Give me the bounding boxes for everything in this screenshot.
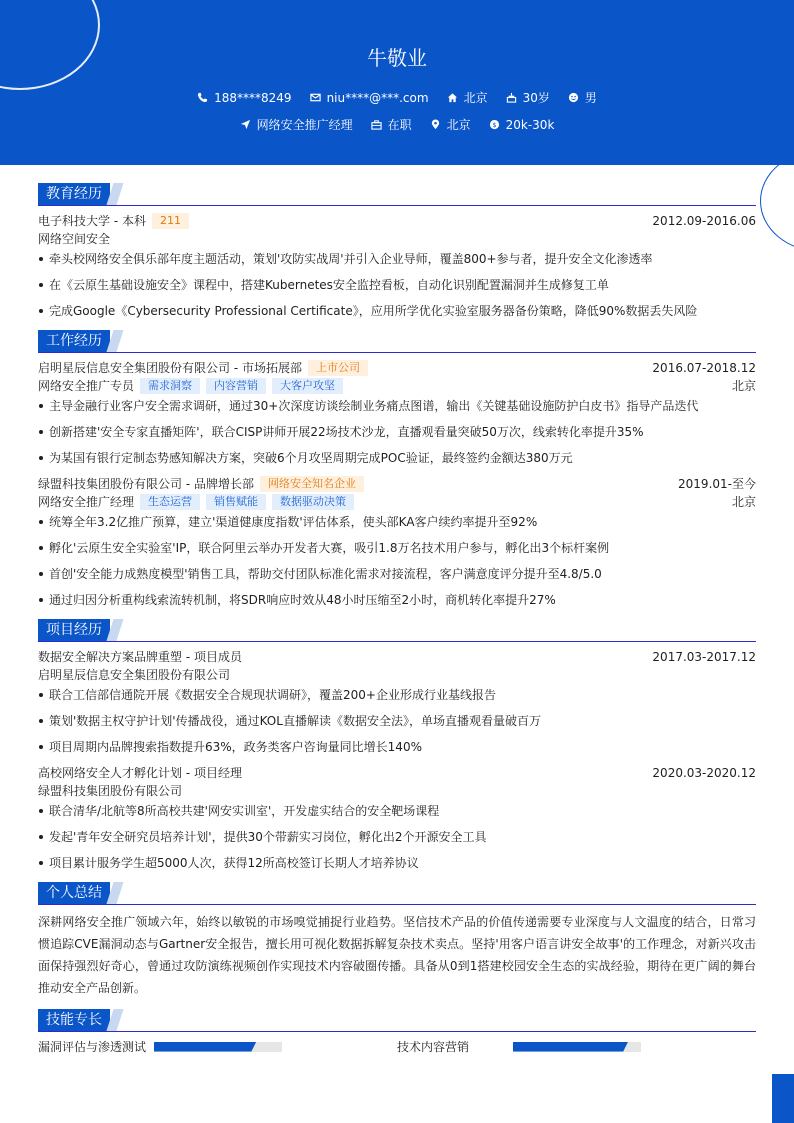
city-item xyxy=(447,89,488,106)
age-item xyxy=(506,89,550,106)
summary-text: 深耕网络安全推广领域六年，始终以敏锐的市场嗅觉捕捉行业趋势。坚信技术产品的价值传递需要专业深度与人文温度的结合，日常习惯追踪CVE漏洞动态与Gartner安全报告，擅长用可视化数据拆解复杂技术卖点。坚持'用客户语言讲安全故事'的工作理念，对新兴攻击面保持强烈好奇心，曾通过攻防演练视频创作实现技术内容破圈传播。具备从0到1搭建校园安全生态的实战经验，期待在更广阔的舞台推动安全产品创新。 xyxy=(38,915,756,995)
gender-text: 男 xyxy=(584,91,597,105)
project-name: 高校网络安全人才孵化计划 - 项目经理 xyxy=(38,766,242,780)
skill-bar-fill xyxy=(154,1042,256,1052)
section-header xyxy=(38,183,756,206)
skill-tag: 销售赋能 xyxy=(206,494,266,510)
email-text: niu****@***.com xyxy=(326,90,429,105)
list-item: 项目累计服务学生超5000人次，获得12所高校签订长期人才培养协议 xyxy=(38,854,756,872)
list-item: 联合清华/北航等8所高校共建'网安实训室'，开发虚实结合的安全靶场课程 xyxy=(38,802,756,820)
education-period: 2012.09-2016.06 xyxy=(652,214,756,228)
status-item xyxy=(371,116,412,133)
skill-bar-fill xyxy=(513,1042,628,1052)
section-header xyxy=(38,330,756,353)
job-role: 网络安全推广专员 xyxy=(38,379,135,393)
project-head xyxy=(38,764,756,782)
job-intent-row xyxy=(0,116,794,133)
candidate-name: 牛敬业 xyxy=(367,46,427,70)
job-bullets xyxy=(38,513,756,609)
job-bullets xyxy=(38,397,756,467)
skill-tag: 大客户攻坚 xyxy=(272,378,343,394)
list-item: 完成Google《Cybersecurity Professional Certificate》，应用所学优化实验室服务器备份策略，降低90%数据丢失风险 xyxy=(38,302,756,320)
project-name: 数据安全解决方案品牌重塑 - 项目成员 xyxy=(38,650,242,664)
status-text: 在职 xyxy=(387,118,412,132)
skills-list xyxy=(38,1038,756,1055)
resume-header xyxy=(0,0,794,165)
decorative-arc xyxy=(760,150,794,252)
job-head xyxy=(38,359,756,377)
section-header xyxy=(38,619,756,642)
salary-item xyxy=(489,116,555,133)
list-item: 首创'安全能力成熟度模型'销售工具，帮助交付团队标准化需求对接流程，客户满意度评分提升至4.8/5.0 xyxy=(38,565,756,583)
cake-icon xyxy=(506,92,517,103)
project-entry xyxy=(38,764,756,872)
job-city: 北京 xyxy=(731,379,756,393)
decorative-corner-block xyxy=(772,1074,794,1123)
job-entry xyxy=(38,475,756,609)
skill-tag: 生态运营 xyxy=(140,494,200,510)
project-org: 绿盟科技集团股份有限公司 xyxy=(38,784,183,798)
city-text: 北京 xyxy=(463,91,488,105)
major: 网络空间安全 xyxy=(38,232,111,246)
skill-tag: 内容营销 xyxy=(206,378,266,394)
svg-text:$: $ xyxy=(492,120,497,129)
section-title: 项目经历 xyxy=(38,619,110,641)
project-bullets xyxy=(38,686,756,756)
section-title: 技能专长 xyxy=(38,1009,110,1031)
skill-bar xyxy=(154,1042,282,1052)
skill-item xyxy=(38,1038,397,1055)
position-text: 网络安全推广经理 xyxy=(256,118,353,132)
section-header xyxy=(38,1009,756,1032)
list-item: 在《云原生基础设施安全》课程中，搭建Kubernetes安全监控看板，自动化识别配置漏洞并生成修复工单 xyxy=(38,276,756,294)
project-org-line xyxy=(38,782,756,800)
job-role-line xyxy=(38,377,756,395)
project-org-line xyxy=(38,666,756,684)
company-tag: 上市公司 xyxy=(308,360,368,376)
gender-item xyxy=(568,89,597,106)
mail-icon xyxy=(310,92,321,103)
job-role-line xyxy=(38,493,756,511)
company-tag: 网络安全知名企业 xyxy=(260,476,364,492)
email-item xyxy=(310,89,429,106)
location-icon xyxy=(430,119,441,130)
section-header xyxy=(38,882,756,905)
list-item: 为某国有银行定制态势感知解决方案，突破6个月攻坚周期完成POC验证，最终签约金额达380万元 xyxy=(38,449,756,467)
work-section xyxy=(38,330,756,609)
skill-bar xyxy=(513,1042,641,1052)
projects-section xyxy=(38,619,756,872)
list-item: 项目周期内品牌搜索指数提升63%，政务类客户咨询量同比增长140% xyxy=(38,738,756,756)
skill-item xyxy=(397,1038,756,1055)
project-period: 2020.03-2020.12 xyxy=(652,766,756,780)
list-item: 联合工信部信通院开展《数据安全合规现状调研》，覆盖200+企业形成行业基线报告 xyxy=(38,686,756,704)
job-head xyxy=(38,475,756,493)
section-title: 教育经历 xyxy=(38,183,110,205)
contact-row xyxy=(0,89,794,106)
list-item: 通过归因分析重构线索流转机制，将SDR响应时效从48小时压缩至2小时，商机转化率提升27% xyxy=(38,591,756,609)
project-bullets xyxy=(38,802,756,872)
school-name: 电子科技大学 - 本科 xyxy=(38,214,146,228)
position-item xyxy=(240,116,353,133)
skills-section xyxy=(38,1009,756,1055)
resume-body xyxy=(38,183,756,1065)
project-entry xyxy=(38,648,756,756)
major-line xyxy=(38,230,756,248)
job-period: 2019.01-至今 xyxy=(678,477,756,491)
list-item: 孵化'云原生安全实验室'IP，联合阿里云举办开发者大赛，吸引1.8万名技术用户参与，孵化出3个标杆案例 xyxy=(38,539,756,557)
list-item: 创新搭建'安全专家直播矩阵'，联合CISP讲师开展22场技术沙龙，直播观看量突破50万次，线索转化率提升35% xyxy=(38,423,756,441)
summary-section xyxy=(38,882,756,999)
skill-label: 漏洞评估与渗透测试 xyxy=(38,1040,147,1054)
gender-icon xyxy=(568,92,579,103)
company-name: 启明星辰信息安全集团股份有限公司 - 市场拓展部 xyxy=(38,361,302,375)
list-item: 发起'青年安全研究员培养计划'，提供30个带薪实习岗位，孵化出2个开源安全工具 xyxy=(38,828,756,846)
target-city-text: 北京 xyxy=(446,118,471,132)
phone-icon xyxy=(197,92,208,103)
company-name: 绿盟科技集团股份有限公司 - 品牌增长部 xyxy=(38,477,254,491)
salary-text: 20k-30k xyxy=(505,117,555,132)
list-item: 统筹全年3.2亿推广预算，建立'渠道健康度指数'评估体系，使头部KA客户续约率提升至92% xyxy=(38,513,756,531)
home-icon xyxy=(447,92,458,103)
skill-tag: 数据驱动决策 xyxy=(272,494,354,510)
section-title: 工作经历 xyxy=(38,330,110,352)
project-head xyxy=(38,648,756,666)
list-item: 策划'数据主权守护计划'传播战役，通过KOL直播解读《数据安全法》，单场直播观看量破百万 xyxy=(38,712,756,730)
job-city: 北京 xyxy=(731,495,756,509)
job-period: 2016.07-2018.12 xyxy=(652,361,756,375)
education-bullets xyxy=(38,250,756,320)
job-entry xyxy=(38,359,756,467)
phone-item xyxy=(197,89,291,106)
job-role: 网络安全推广经理 xyxy=(38,495,135,509)
list-item: 牵头校网络安全俱乐部年度主题活动，策划'攻防实战周'并引入企业导师，覆盖800+参与者，提升安全文化渗透率 xyxy=(38,250,756,268)
project-period: 2017.03-2017.12 xyxy=(652,650,756,664)
skill-label: 技术内容营销 xyxy=(397,1040,470,1054)
age-text: 30岁 xyxy=(522,91,550,105)
skill-tag: 需求洞察 xyxy=(140,378,200,394)
target-city-item xyxy=(430,116,471,133)
school-tag: 211 xyxy=(152,213,189,229)
send-icon xyxy=(240,119,251,130)
education-entry-head xyxy=(38,212,756,230)
project-org: 启明星辰信息安全集团股份有限公司 xyxy=(38,668,231,682)
education-section xyxy=(38,183,756,320)
section-title: 个人总结 xyxy=(38,882,110,904)
phone-text: 188****8249 xyxy=(214,90,292,105)
briefcase-icon xyxy=(371,119,382,130)
list-item: 主导金融行业客户安全需求调研，通过30+次深度访谈绘制业务痛点图谱，输出《关键基础设施防护白皮书》指导产品迭代 xyxy=(38,397,756,415)
money-icon xyxy=(489,119,500,130)
